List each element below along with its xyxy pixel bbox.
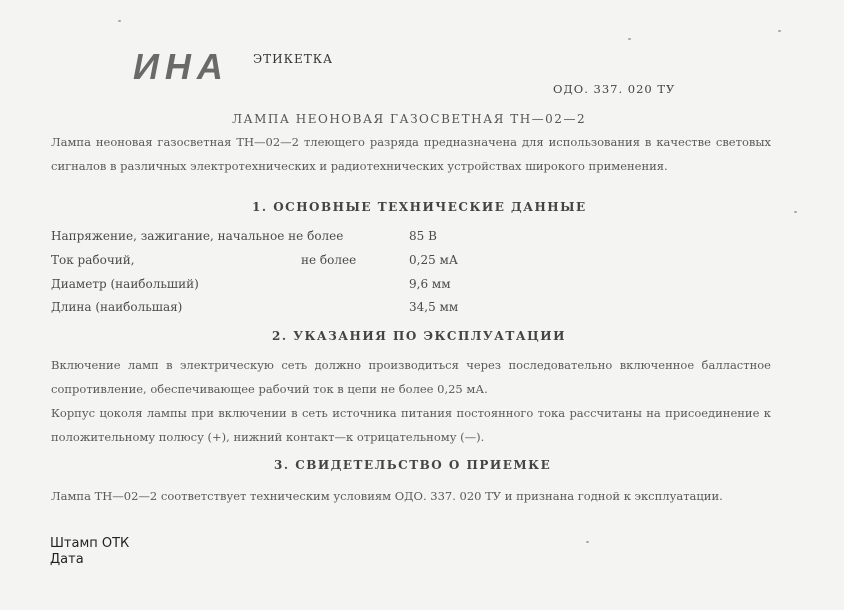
spec-row-value: 34,5 мм xyxy=(409,300,459,314)
page-title: ЛАМПА НЕОНОВАЯ ГАЗОСВЕТНАЯ ТН—02—2 xyxy=(232,112,587,126)
spec-code: ОДО. 337. 020 ТУ xyxy=(553,82,676,96)
section2-paragraph-2: Корпус цоколя лампы при включении в сеть источника питания постоянного тока рассчитаны на присоединение к положительному полюсу (+), нижний контакт—к отрицательному (—). xyxy=(51,406,771,444)
paper-speck xyxy=(628,38,631,40)
intro-paragraph: Лампа неоновая газосветная ТН—02—2 тлеющего разряда предназначена для использования в качестве световых сигналов в различных электротехнических и радиотехнических устройствах широкого применения. xyxy=(51,135,771,173)
section3-heading: 3. СВИДЕТЕЛЬСТВО О ПРИЕМКЕ xyxy=(274,458,552,472)
section1-heading: 1. ОСНОВНЫЕ ТЕХНИЧЕСКИЕ ДАННЫЕ xyxy=(252,200,587,214)
spec-row-value: 0,25 мА xyxy=(409,253,458,267)
document-type-label: ЭТИКЕТКА xyxy=(253,52,334,66)
spec-row-value: 9,6 мм xyxy=(409,277,451,291)
logo: ИНА xyxy=(133,46,229,87)
paper-speck xyxy=(794,211,797,213)
spec-row-diameter xyxy=(51,277,471,299)
spec-row-current xyxy=(51,253,471,275)
stamp-label: Штамп ОТК xyxy=(50,536,130,551)
spec-row-qualifier: не более xyxy=(301,253,357,267)
spec-row-label: Диаметр (наибольший) xyxy=(51,277,199,291)
spec-row-label: Длина (наибольшая) xyxy=(51,300,183,314)
spec-row-voltage xyxy=(51,229,471,251)
paper-speck xyxy=(118,20,121,22)
section2-heading: 2. УКАЗАНИЯ ПО ЭКСПЛУАТАЦИИ xyxy=(272,329,566,343)
spec-row-label: Ток рабочий, xyxy=(51,253,135,267)
spec-row-label: Напряжение, зажигание, начальное не более xyxy=(51,229,344,243)
paper-speck xyxy=(586,541,589,543)
date-label: Дата xyxy=(50,552,84,567)
section3-paragraph: Лампа ТН—02—2 соответствует техническим условиям ОДО. 337. 020 ТУ и признана годной к эксплуатации. xyxy=(51,489,723,503)
section2-paragraph-1: Включение ламп в электрическую сеть должно производиться через последовательно включенное балластное сопротивление, обеспечивающее рабочий ток в цепи не более 0,25 мА. xyxy=(51,358,771,396)
paper-speck xyxy=(778,30,781,32)
spec-row-value: 85 В xyxy=(409,229,437,243)
spec-row-length xyxy=(51,300,471,322)
